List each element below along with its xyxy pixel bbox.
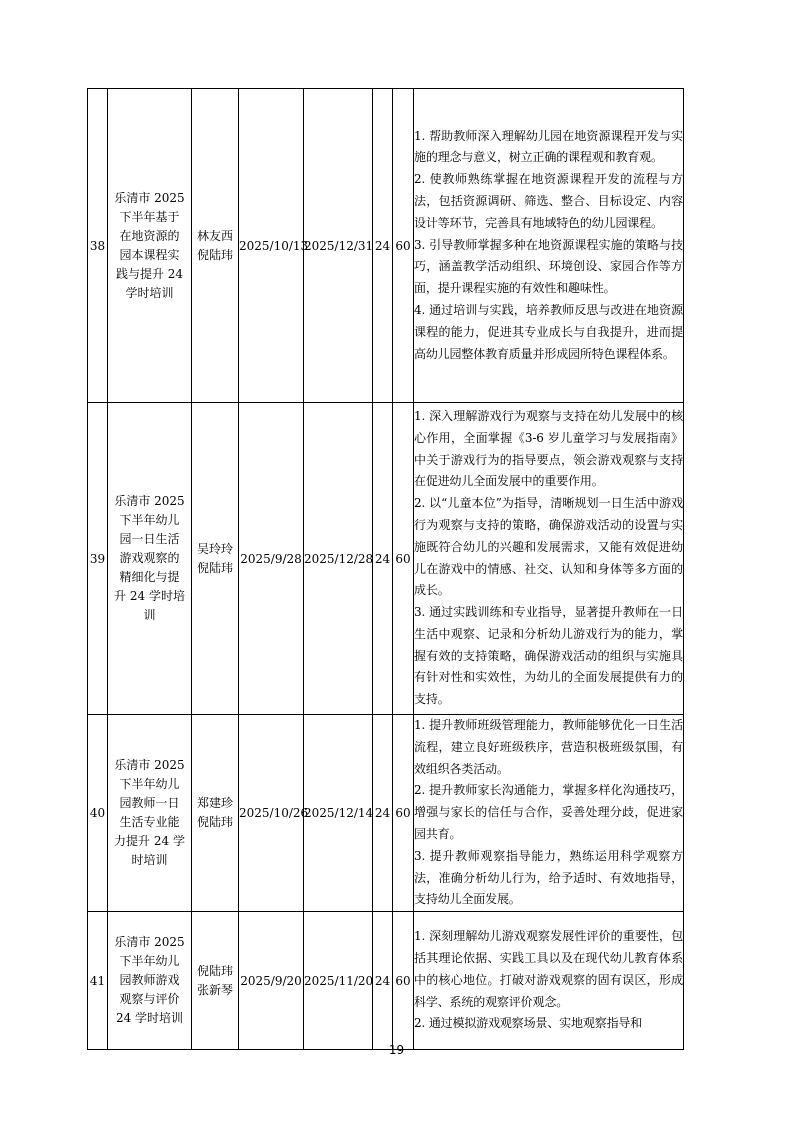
training-name: 乐清市 2025 下半年幼儿 园一日生活 游戏观察的 精细化与提 升 24 学时培 训 — [108, 403, 192, 715]
table-row — [88, 715, 684, 912]
instructor-name: 倪陆玮 — [196, 247, 233, 262]
start-date: 2025/10/26 — [239, 715, 304, 912]
training-name: 乐清市 2025 下半年幼儿 园教师一日 生活专业能 力提升 24 学 时培训 — [108, 715, 192, 912]
credit-hours: 24 — [373, 89, 393, 403]
training-goals — [414, 89, 684, 403]
goal-item: 2. 以“儿童本位”为指导，清晰规划一日生活中游戏行为观察与支持的策略，确保游戏活动的设置与实施既符合幼儿的兴趣和发展需求，又能有效促进幼儿在游戏中的情感、社交、认知和身体等多方面的成长。 — [414, 496, 683, 598]
row-number: 39 — [88, 403, 108, 715]
instructor-name: 倪陆玮 — [196, 560, 233, 575]
goal-item: 2. 使教师熟练掌握在地资源课程开发的流程与方法，包括资源调研、筛选、整合、目标设定、内容设计等环节，完善具有地域特色的幼儿园课程。 — [414, 172, 683, 230]
instructors — [192, 89, 239, 403]
table-row — [88, 403, 684, 715]
goal-item: 3. 通过实践训练和专业指导，显著提升教师在一日生活中观察、记录和分析幼儿游戏行为的能力，掌握有效的支持策略，确保游戏活动的组织与实施具有针对性和实效性，为幼儿的全面发展提供有力的支持。 — [414, 605, 683, 707]
goal-item: 1. 帮助教师深入理解幼儿园在地资源课程开发与实施的理念与意义，树立正确的课程观和教育观。 — [414, 128, 683, 165]
start-date: 2025/9/28 — [239, 403, 304, 715]
goal-item: 2. 通过模拟游戏观察场景、实地观察指导和 — [414, 1016, 643, 1031]
table-row — [88, 912, 684, 1050]
row-number: 41 — [88, 912, 108, 1050]
instructors — [192, 912, 239, 1050]
goal-item: 1. 深入理解游戏行为观察与支持在幼儿发展中的核心作用，全面掌握《3-6 岁儿童学习与发展指南》中关于游戏行为的指导要点，领会游戏观察与支持在促进幼儿全面发展中的重要作用。 — [414, 408, 683, 489]
training-name: 乐清市 2025 下半年幼儿 园教师游戏 观察与评价 24 学时培训 — [108, 912, 192, 1050]
training-goals — [414, 912, 684, 1050]
instructors — [192, 715, 239, 912]
goal-item: 1. 深刻理解幼儿游戏观察发展性评价的重要性，包括其理论依据、实践工具以及在现代幼儿教育体系中的核心地位。打破对游戏观察的固有误区，形成科学、系统的观察评价观念。 — [414, 929, 683, 1009]
row-number: 38 — [88, 89, 108, 403]
credit-hours: 24 — [373, 912, 393, 1050]
instructor-name: 吴玲玲 — [196, 541, 233, 556]
training-goals — [414, 715, 684, 912]
participant-count: 60 — [393, 403, 414, 715]
table-body — [88, 89, 684, 1050]
goal-item: 3. 提升教师观察指导能力，熟练运用科学观察方法，准确分析幼儿行为，给予适时、有效地指导，支持幼儿全面发展。 — [414, 848, 683, 907]
training-name: 乐清市 2025 下半年基于 在地资源的 园本课程实 践与提升 24 学时培训 — [108, 89, 192, 403]
row-number: 40 — [88, 715, 108, 912]
goal-item: 3. 引导教师掌握多种在地资源课程实施的策略与技巧，涵盖教学活动组织、环境创设、家园合作等方面，提升课程实施的有效性和趣味性。 — [414, 237, 683, 296]
end-date: 2025/11/20 — [304, 912, 373, 1050]
participant-count: 60 — [393, 89, 414, 403]
goal-item: 4. 通过培训与实践，培养教师反思与改进在地资源课程的能力，促进其专业成长与自我提升，进而提高幼儿园整体教育质量并形成园所特色课程体系。 — [414, 302, 683, 361]
end-date: 2025/12/28 — [304, 403, 373, 715]
training-goals — [414, 403, 684, 715]
participant-count: 60 — [393, 715, 414, 912]
instructor-name: 倪陆玮 — [196, 963, 233, 978]
start-date: 2025/10/13 — [239, 89, 304, 403]
instructor-name: 林友西 — [196, 228, 233, 243]
end-date: 2025/12/31 — [304, 89, 373, 403]
credit-hours: 24 — [373, 403, 393, 715]
goal-item: 1. 提升教师班级管理能力，教师能够优化一日生活流程，建立良好班级秩序，营造积极班级氛围，有效组织各类活动。 — [414, 718, 683, 776]
end-date: 2025/12/14 — [304, 715, 373, 912]
page-number: 19 — [388, 1043, 405, 1057]
table-row — [88, 89, 684, 403]
participant-count: 60 — [393, 912, 414, 1050]
start-date: 2025/9/20 — [239, 912, 304, 1050]
training-plan-table — [87, 88, 684, 1050]
instructors — [192, 403, 239, 715]
instructor-name: 倪陆玮 — [196, 815, 233, 830]
credit-hours: 24 — [373, 715, 393, 912]
goal-item: 2. 提升教师家长沟通能力，掌握多样化沟通技巧，增强与家长的信任与合作，妥善处理分歧，促进家园共育。 — [414, 783, 683, 841]
instructor-name: 郑建珍 — [196, 796, 233, 811]
instructor-name: 张新琴 — [196, 982, 233, 997]
